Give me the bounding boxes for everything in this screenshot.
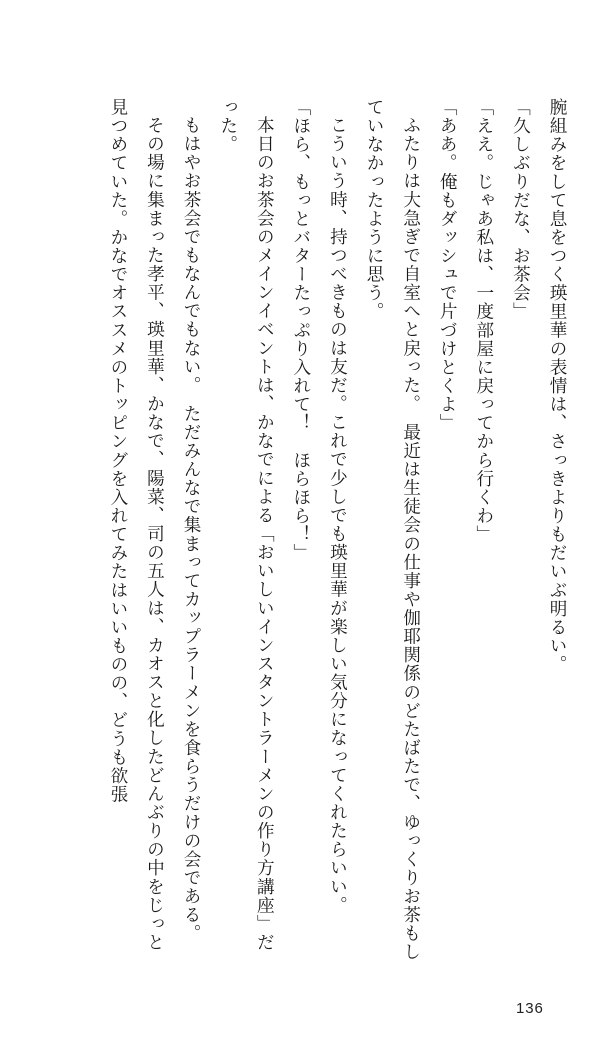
paragraph: 「ほら、もっとバターたっぷり入れて！ ほらほら！」 bbox=[291, 98, 312, 563]
page-text-body bbox=[52, 98, 576, 968]
page-number: 136 bbox=[516, 1000, 544, 1017]
paragraph: 本日のお茶会のメインイベントは、かなでによる「おいしいインスタントラーメンの作り方講座」だった。 bbox=[218, 98, 276, 952]
paragraph: 「ああ。俺もダッシュで片づけとくよ」 bbox=[438, 98, 459, 433]
paragraph: その場に集まった孝平、瑛里華、かなで、陽菜、司の五人は、カオスと化したどんぶりの中をじっと見つめていた。かなでオススメのトッピングを入れてみたはいいものの、どうも欲張 bbox=[108, 98, 166, 952]
paragraph: もはやお茶会でもなんでもない。 ただみんなで集まってカップラーメンを食らうだけの会である。 bbox=[182, 115, 203, 943]
paragraph: 「ええ。じゃあ私は、一度部屋に戻ってから行くわ」 bbox=[474, 98, 495, 544]
paragraph: ふたりは大急ぎで自室へと戻った。 最近は生徒会の仕事や伽耶関係のどたばたで、ゆっくりお茶もしていなかったように思う。 bbox=[365, 98, 422, 961]
paragraph: こういう時、持つべきものは友だ。これで少しでも瑛里華が楽しい気分になってくれたらいい。 bbox=[328, 115, 349, 915]
paragraph: 「久しぶりだな、お茶会」 bbox=[511, 98, 532, 321]
paragraph: 腕組みをして息をつく瑛里華の表情は、さっきよりもだいぶ明るい。 bbox=[548, 98, 568, 674]
